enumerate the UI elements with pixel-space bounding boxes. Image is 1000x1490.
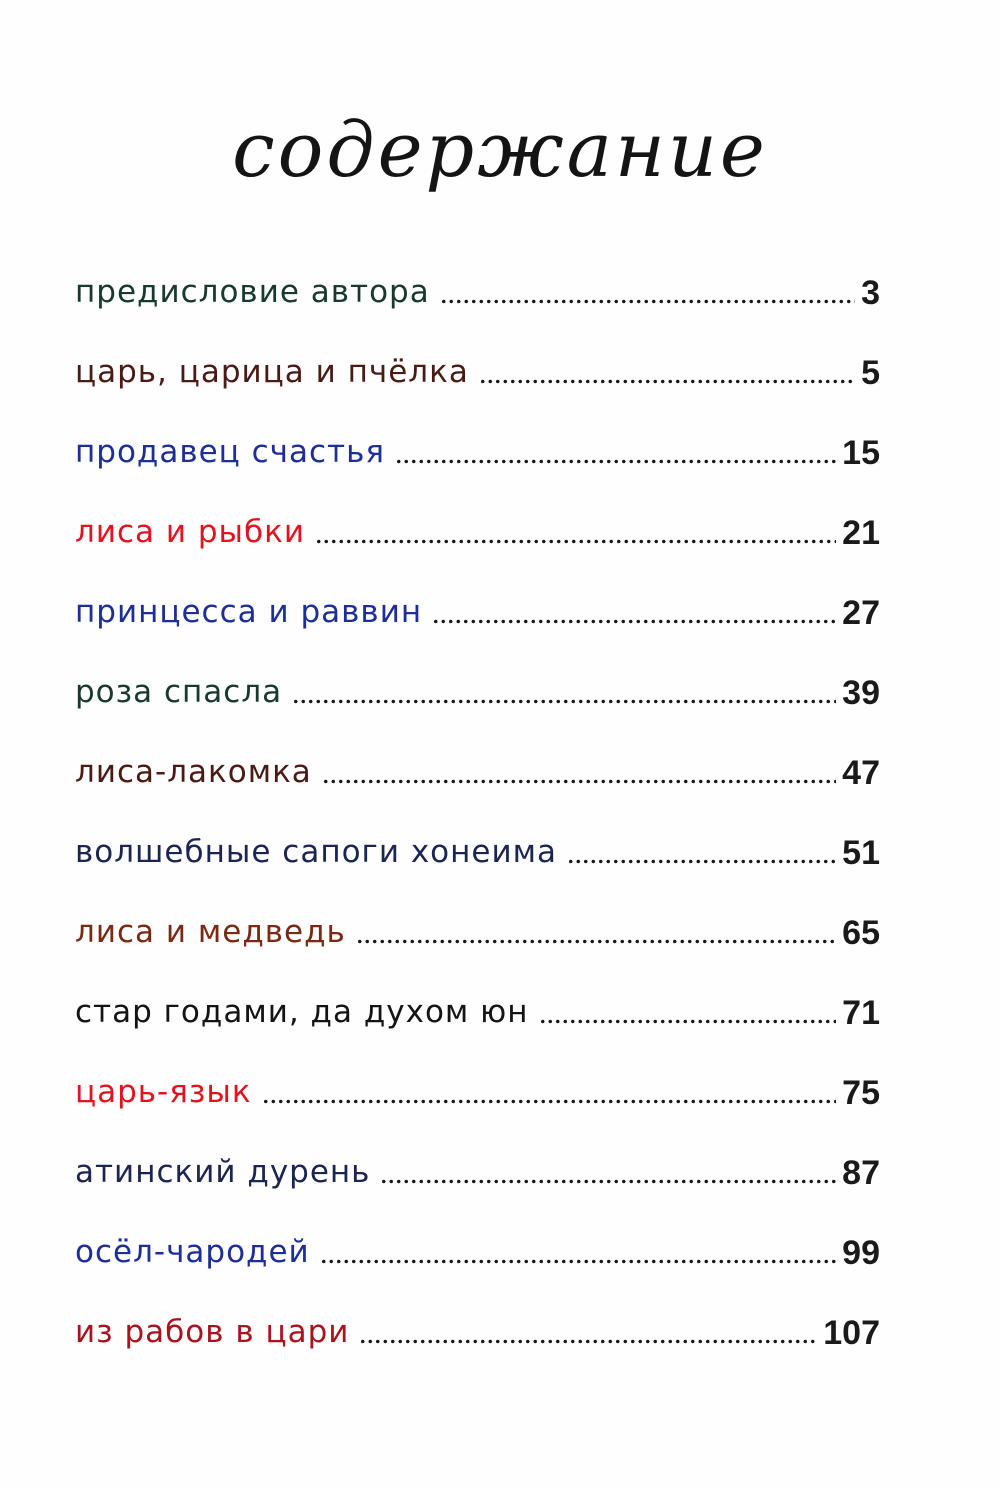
dot-leader: [567, 859, 836, 864]
toc-entry-title: царь, царица и пчёлка: [75, 354, 469, 390]
toc-entry-title: атинский дурень: [75, 1154, 371, 1190]
page-title: содержание: [232, 105, 768, 194]
toc-page-number: 5: [861, 354, 880, 392]
dot-leader: [440, 299, 855, 304]
dot-leader: [359, 1339, 817, 1344]
toc-entry: [75, 990, 880, 1030]
toc-entry-title: лиса и рыбки: [75, 514, 305, 550]
toc-page-number: 15: [842, 434, 880, 472]
toc-entry-title: принцесса и раввин: [75, 594, 423, 630]
dot-leader: [539, 1019, 837, 1024]
toc-entry-title: волшебные сапоги хонеима: [75, 834, 558, 870]
toc-page-number: 99: [842, 1234, 880, 1272]
dot-leader: [356, 939, 836, 944]
toc-page-number: 107: [823, 1314, 880, 1352]
toc-entry-title: лиса-лакомка: [75, 754, 312, 790]
toc-entry-title: предисловие автора: [75, 274, 430, 310]
toc-entry: [75, 270, 880, 310]
dot-leader: [395, 459, 836, 464]
toc-entry-title: роза спасла: [75, 674, 283, 710]
dot-leader: [315, 539, 836, 544]
toc-entry-title: осёл-чародей: [75, 1234, 310, 1270]
toc-page-number: 87: [842, 1154, 880, 1192]
toc-entry: [75, 590, 880, 630]
toc-page-number: 75: [842, 1074, 880, 1112]
toc-page-number: 39: [842, 674, 880, 712]
toc-entry: [75, 1070, 880, 1110]
toc-entry: [75, 1310, 880, 1350]
toc-entry-title: царь-язык: [75, 1074, 252, 1110]
toc-entry: [75, 1150, 880, 1190]
toc-page-number: 71: [842, 994, 880, 1032]
toc-entry: [75, 830, 880, 870]
toc-entry: [75, 670, 880, 710]
toc-entry: [75, 750, 880, 790]
dot-leader: [320, 1259, 836, 1264]
dot-leader: [380, 1179, 836, 1184]
toc-entry: [75, 1230, 880, 1270]
dot-leader: [292, 699, 836, 704]
toc-page-number: 27: [842, 594, 880, 632]
dot-leader: [322, 779, 836, 784]
toc-page-number: 51: [842, 834, 880, 872]
toc-entry: [75, 430, 880, 470]
toc-entry: [75, 510, 880, 550]
toc-entry-title: из рабов в цари: [75, 1314, 350, 1350]
toc-page-number: 3: [861, 274, 880, 312]
toc-page-number: 65: [842, 914, 880, 952]
toc-entry: [75, 910, 880, 950]
dot-leader: [479, 379, 855, 384]
toc-entry: [75, 350, 880, 390]
toc-page-number: 47: [842, 754, 880, 792]
toc-entry-title: продавец счастья: [75, 434, 386, 470]
toc-entry-title: лиса и медведь: [75, 914, 346, 950]
table-of-contents: [75, 270, 880, 1390]
dot-leader: [432, 619, 836, 624]
dot-leader: [262, 1099, 837, 1104]
toc-entry-title: стар годами, да духом юн: [75, 994, 529, 1030]
toc-page-number: 21: [842, 514, 880, 552]
